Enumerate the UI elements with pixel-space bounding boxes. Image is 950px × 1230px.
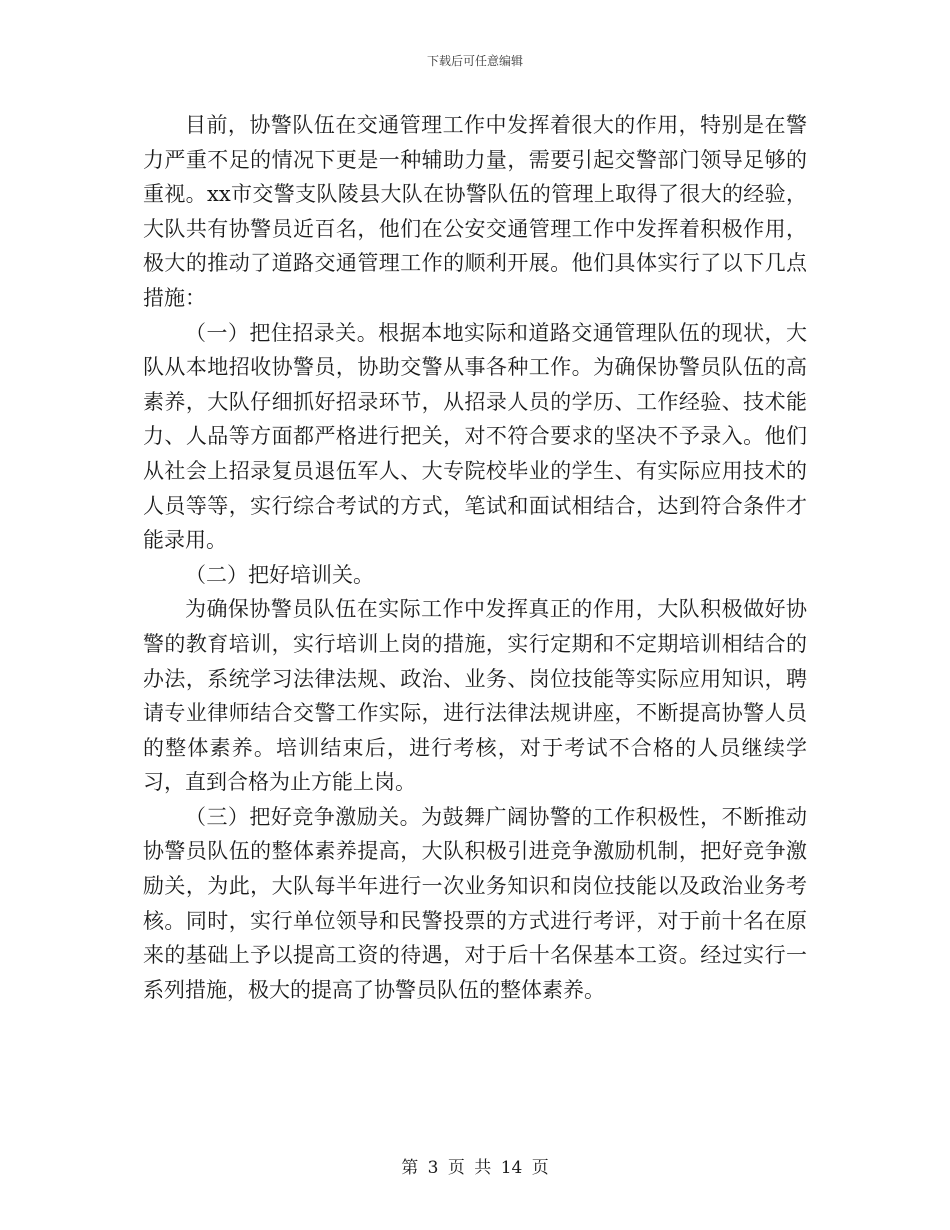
paragraph-section-2-heading: （二）把好培训关。 (185, 562, 374, 587)
page-header: 下载后可任意编辑 (426, 54, 523, 68)
paragraph-section-1: （一）把住招录关。根据本地实际和道路交通管理队伍的现状，大队从本地招收协警员，协助交警从事各种工作。为确保协警员队伍的高素养，大队仔细抓好招录环节，从招录人员的学历、工作经验、技术能力、人品等方面都严格进行把关，对不符合要求的坚决不予录入。他们从社会上招录复员退伍军人、大专院校毕业的学生、有实际应用技术的人员等等，实行综合考试的方式，笔试和面试相结合，达到符合条件才能录用。 (143, 320, 807, 553)
page-footer: 第 3 页 共 14 页 (401, 1158, 549, 1178)
document-body (143, 108, 807, 1007)
paragraph-section-3: （三）把好竞争激励关。为鼓舞广阔协警的工作积极性，不断推动协警员队伍的整体素养提高，大队积极引进竞争激励机制，把好竞争激励关，为此，大队每半年进行一次业务知识和岗位技能以及政治业务考核。同时，实行单位领导和民警投票的方式进行考评，对于前十名在原来的基础上予以提高工资的待遇，对于后十名保基本工资。经过实行一系列措施，极大的提高了协警员队伍的整体素养。 (143, 804, 807, 1002)
paragraph-section-2-body: 为确保协警员队伍在实际工作中发挥真正的作用，大队积极做好协警的教育培训，实行培训上岗的措施，实行定期和不定期培训相结合的办法，系统学习法律法规、政治、业务、岗位技能等实际应用知识，聘请专业律师结合交警工作实际，进行法律法规讲座，不断提高协警人员的整体素养。培训结束后，进行考核，对于考试不合格的人员继续学习，直到合格为止方能上岗。 (143, 597, 807, 795)
paragraph-intro: 目前，协警队伍在交通管理工作中发挥着很大的作用，特别是在警力严重不足的情况下更是一种辅助力量，需要引起交警部门领导足够的重视。xx市交警支队陵县大队在协警队伍的管理上取得了很大的经验，大队共有协警员近百名，他们在公安交通管理工作中发挥着积极作用，极大的推动了道路交通管理工作的顺利开展。他们具体实行了以下几点措施： (143, 113, 807, 310)
